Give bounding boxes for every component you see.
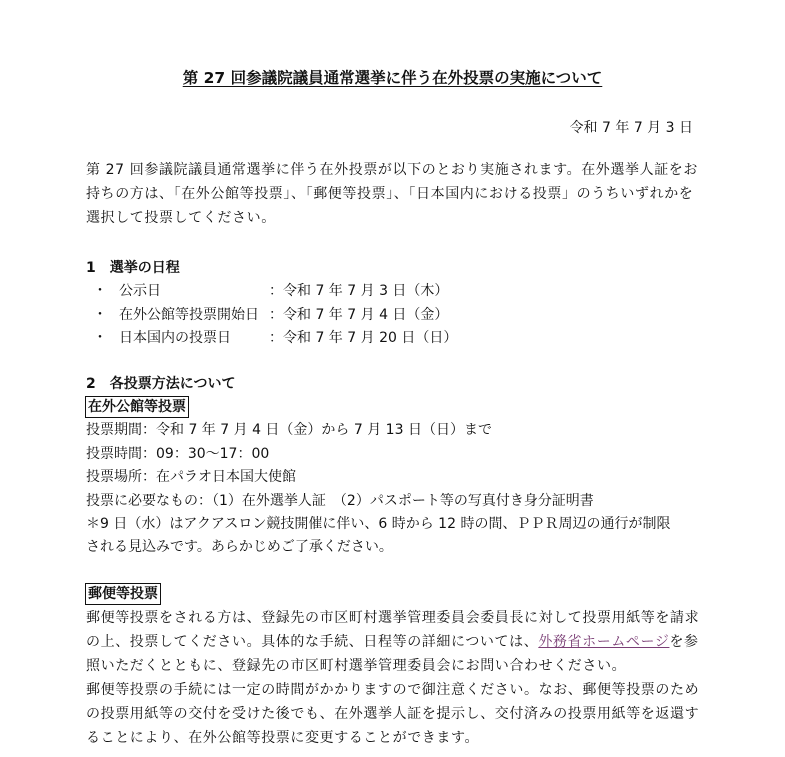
overseas-note-line2: される見込みです。あらかじめご了承ください。 [86, 539, 393, 555]
schedule-label: 公示日 [119, 283, 161, 299]
intro-paragraph: 第 27 回参議院議員通常選挙に伴う在外投票が以下のとおり実施されます。在外選挙人証をお持ちの方は、「在外公館等投票」、「郵便等投票」、「日本国内における投票」のうちいずれかを選択して投票してください。 [86, 162, 698, 226]
document-title: 第 27 回参議院議員通常選挙に伴う在外投票の実施について [182, 69, 603, 87]
section1-heading: 1 選挙の日程 [86, 260, 180, 276]
bullet: ・ [93, 330, 107, 346]
overseas-period: 投票期間：令和 7 年 7 月 4 日（金）から 7 月 13 日（日）まで [86, 422, 492, 438]
schedule-value: ：令和 7 年 7 月 4 日（金） [269, 307, 449, 323]
schedule-item [93, 304, 448, 326]
mofa-homepage-link[interactable]: 外務省ホームページ [538, 634, 670, 650]
bullet: ・ [93, 307, 107, 323]
schedule-item [93, 280, 448, 302]
overseas-hours: 投票時間：09：30～17：00 [86, 446, 270, 462]
document-date: 令和 7 年 7 月 3 日 [569, 120, 693, 136]
section2-heading: 2 各投票方法について [86, 376, 236, 392]
postal-voting-heading: 郵便等投票 [85, 583, 161, 605]
overseas-requirements: 投票に必要なもの：（1）在外選挙人証 （2）パスポート等の写真付き身分証明書 [86, 493, 594, 509]
bullet: ・ [93, 283, 107, 299]
postal-paragraph-2: 郵便等投票の手続には一定の時間がかかりますので御注意ください。なお、郵便等投票のための投票用紙等の交付を受けた後でも、在外選挙人証を提示し、交付済みの投票用紙等を返還することにより、在外公館等投票に変更することができます。 [86, 682, 700, 746]
postal-paragraph-1: 郵便等投票をされる方は、登録先の市区町村選挙管理委員会委員長に対して投票用紙等を請求の上、投票してください。具体的な手続、日程等の詳細については、外務省ホームページを参照いただくとともに、登録先の市区町村選挙管理委員会にお問い合わせください。 [86, 610, 700, 674]
overseas-voting-heading: 在外公館等投票 [85, 396, 189, 418]
schedule-label: 在外公館等投票開始日 [119, 307, 259, 323]
overseas-location: 投票場所：在パラオ日本国大使館 [86, 469, 296, 485]
schedule-item [93, 327, 457, 349]
overseas-note-line1: ＊9 日（水）はアクアスロン競技開催に伴い、6 時から 12 時の間、ＰＰＲ周辺の通行が制限 [86, 516, 671, 532]
schedule-label: 日本国内の投票日 [119, 330, 231, 346]
schedule-value: ：令和 7 年 7 月 20 日（日） [269, 330, 458, 346]
schedule-value: ：令和 7 年 7 月 3 日（木） [269, 283, 449, 299]
